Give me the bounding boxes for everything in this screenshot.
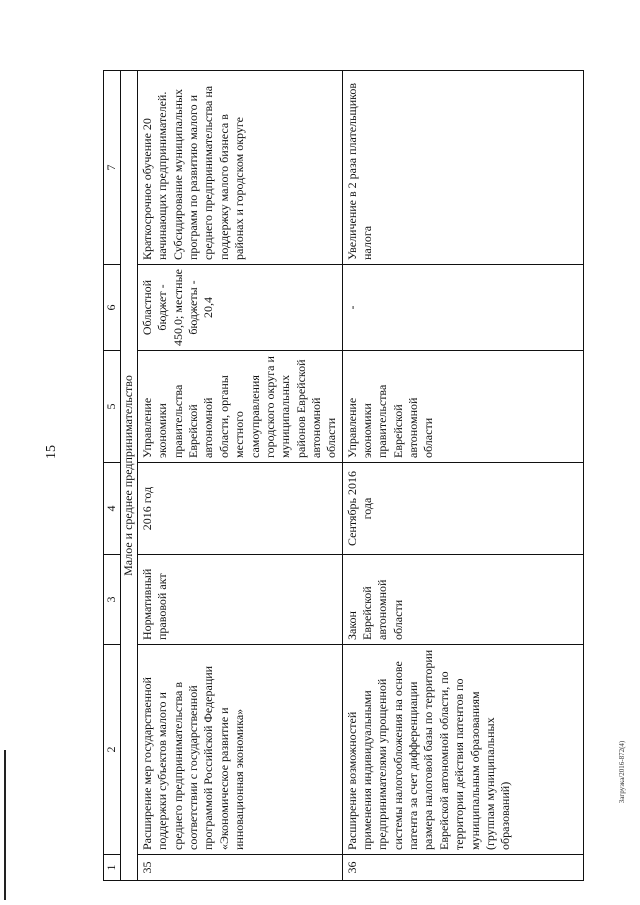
funding-cell: - — [342, 265, 583, 351]
result-cell: Краткосрочное обучение 20 начинающих предпринимателей. Субсидирование муниципальных программ по развитию малого и среднего предпринимательства на поддержку малого бизнеса в районах и городском округе — [138, 71, 343, 265]
header-cell: 1 — [104, 855, 121, 881]
header-cell: 2 — [104, 645, 121, 855]
table-row — [342, 71, 583, 881]
document-cell: Закон Еврейской автономной области — [342, 555, 583, 645]
header-cell: 3 — [104, 555, 121, 645]
responsible-cell: Управление экономики правительства Еврейской автономной области — [342, 351, 583, 463]
table-row — [138, 71, 343, 881]
deadline-cell: Сентябрь 2016 года — [342, 463, 583, 555]
header-cell: 4 — [104, 463, 121, 555]
page-number: 15 — [44, 445, 59, 459]
activity-cell: Расширение возможностей применения индивидуальными предпринимателями упрощенной системы налогообложения на основе патента за счет дифференциации размера налоговой базы по территории Еврейской автономной области, по территории действия патентов по муниципальным образованиям (группам муниципальных образований) — [342, 645, 583, 855]
result-cell: Увеличение в 2 раза плательщиков налога — [342, 71, 583, 265]
funding-cell: Областной бюджет - 450,0; местные бюджеты - 20,4 — [138, 265, 343, 351]
document-cell: Нормативный правовой акт — [138, 555, 343, 645]
deadline-cell: 2016 год — [138, 463, 343, 555]
responsible-cell: Управление экономики правительства Еврейской автономной области, органы местного самоуправления городского округа и муниципальных районов Еврейской автономной области — [138, 351, 343, 463]
footer-code: Загрузка/2016-872(4) — [618, 740, 626, 804]
header-cell: 7 — [104, 71, 121, 265]
header-cell: 5 — [104, 351, 121, 463]
section-row — [121, 71, 138, 881]
activity-cell: Расширение мер государственной поддержки субъектов малого и среднего предпринимательства в соответствии с государственной программой Российской Федерации «Экономическое развитие и инновационная экономика» — [138, 645, 343, 855]
scan-edge-line — [4, 750, 6, 900]
measures-table — [103, 70, 584, 881]
row-number: 36 — [342, 855, 583, 881]
header-cell: 6 — [104, 265, 121, 351]
row-number: 35 — [138, 855, 343, 881]
table-container — [103, 71, 593, 881]
header-row — [104, 71, 121, 881]
section-title: Малое и среднее предпринимательство — [121, 71, 138, 881]
